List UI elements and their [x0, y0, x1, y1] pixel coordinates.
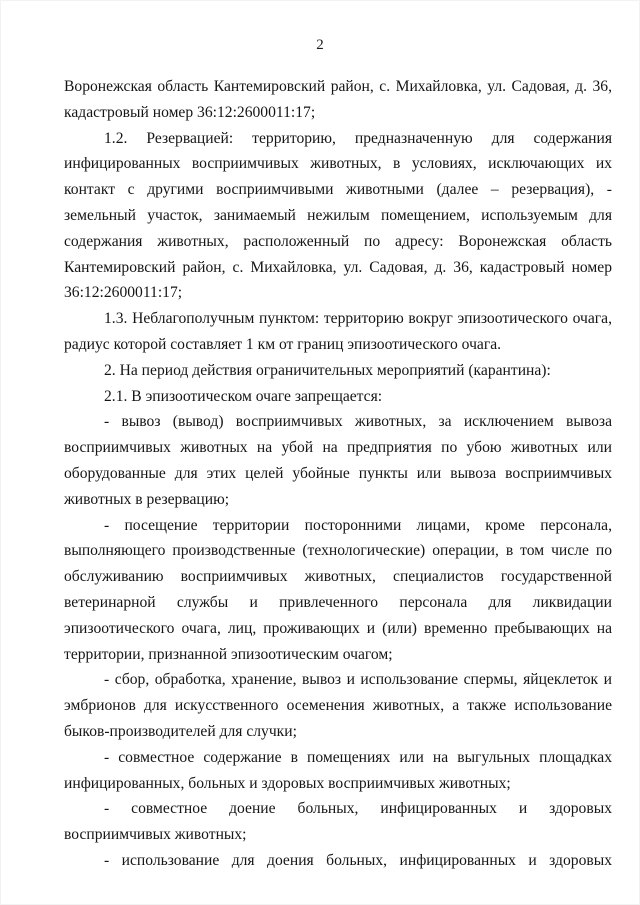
- paragraph-reservation-definition: 1.2. Резервацией: территорию, предназначенную для содержания инфицированных восприимчивых животных, в условиях, исключающих их контакт с другими восприимчивыми животными (далее – резервация), - земельный участок, занимаемый нежилым помещением, используемым для содержания животных, расположенный по адресу: Воронежская область Кантемировский район, с. Михайловка, ул. Садовая, д. 36, кадастровый номер 36:12:2600011:17;: [64, 129, 612, 302]
- paragraph-quarantine-period: 2. На период действия ограничительных мероприятий (карантина):: [104, 361, 551, 379]
- document-body: [64, 74, 612, 874]
- paragraph-prohibition-milking-equipment: - использование для доения больных, инфицированных и здоровых: [104, 851, 612, 869]
- paragraph-prohibition-joint-milking: - совместное доение больных, инфицированных и здоровых восприимчивых животных;: [64, 800, 612, 844]
- paragraph-prohibition-export: - вывоз (вывод) восприимчивых животных, за исключением вывоза восприимчивых животных на убой на предприятия по убою животных или оборудованные для этих целей убойные пункты или вывоза восприимчивых животных в резервацию;: [64, 413, 612, 508]
- paragraph-prohibition-joint-keeping: - совместное содержание в помещениях или на выгульных площадках инфицированных, больных и здоровых восприимчивых животных;: [64, 748, 612, 792]
- paragraph-prohibition-sperm: - сбор, обработка, хранение, вывоз и использование спермы, яйцеклеток и эмбрионов для искусственного осеменения животных, а также использование быков-производителей для случки;: [64, 671, 612, 740]
- paragraph-prohibition-visits: - посещение территории посторонними лицами, кроме персонала, выполняющего производственные (технологические) операции, в том числе по обслуживанию восприимчивых животных, специалистов государственной ветеринарной службы и привлеченного персонала для ликвидации эпизоотического очага, лиц, проживающих и (или) временно пребывающих на территории, признанной эпизоотическим очагом;: [64, 516, 612, 663]
- paragraph-prohibitions-heading: 2.1. В эпизоотическом очаге запрещается:: [104, 387, 383, 405]
- paragraph-address-continuation: Воронежская область Кантемировский район, с. Михайловка, ул. Садовая, д. 36, кадастровый номер 36:12:2600011:17;: [64, 78, 612, 121]
- page-number: 2: [316, 37, 324, 53]
- paragraph-unfavorable-point: 1.3. Неблагополучным пунктом: территорию вокруг эпизоотического очага, радиус которой составляет 1 км от границ эпизоотического очага.: [64, 310, 612, 353]
